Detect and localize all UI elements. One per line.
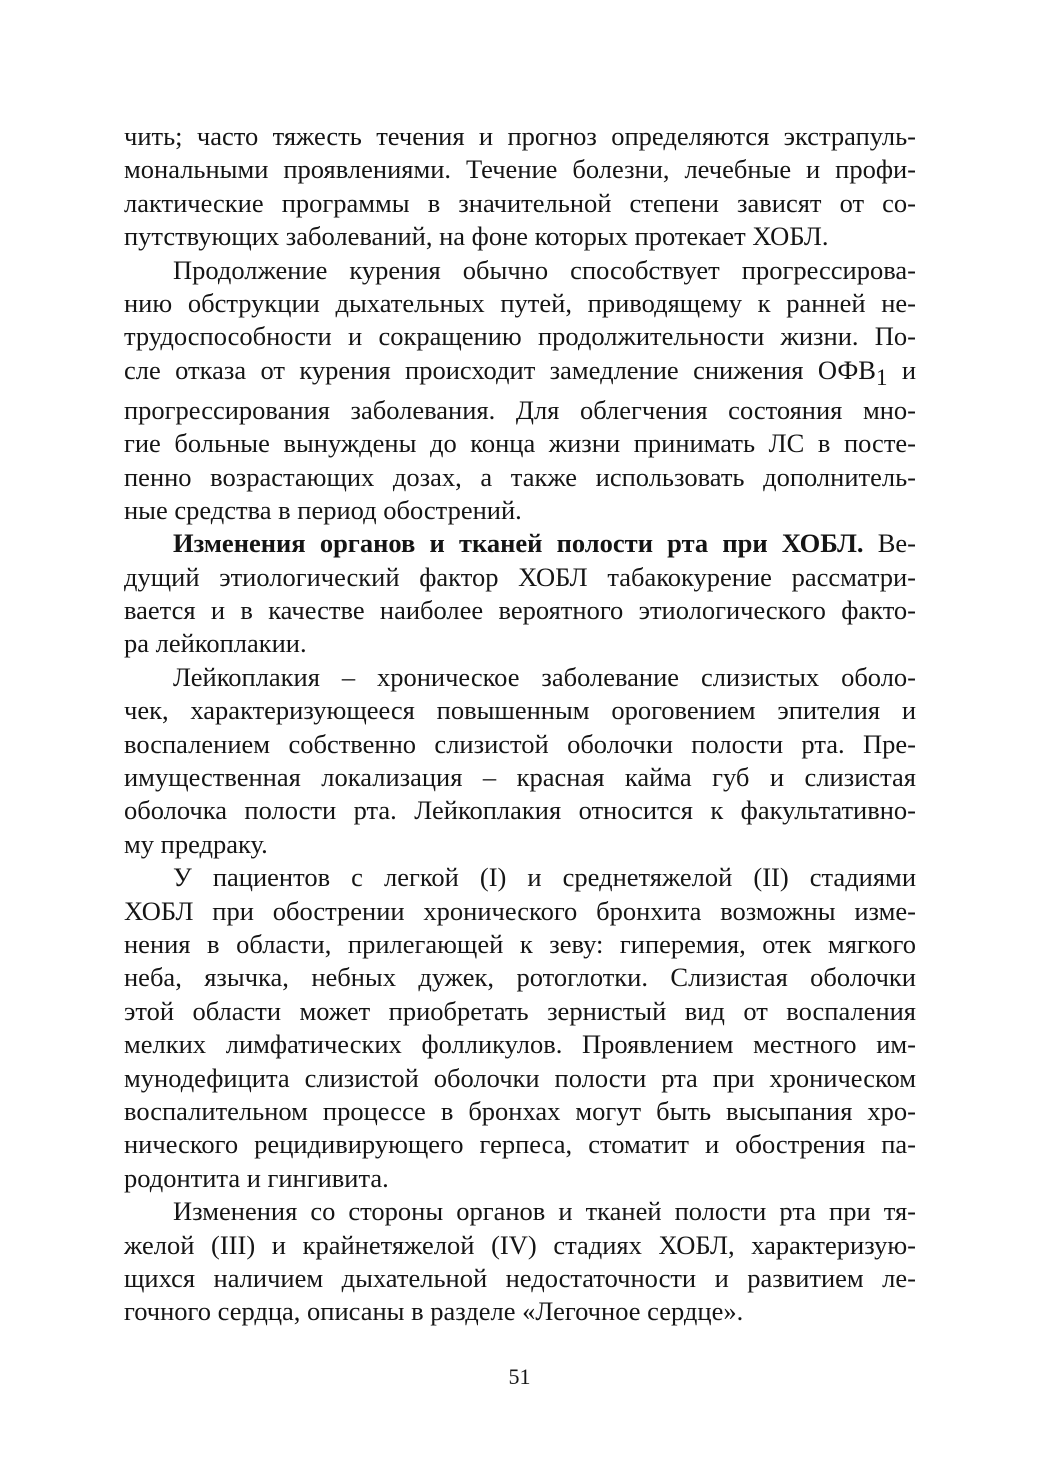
text-line: мональными проявлениями. Течение болезни, лечебные и профи- (124, 154, 916, 185)
text-line: чить; часто тяжесть течения и прогноз определяются экстрапуль- (124, 121, 916, 151)
text-line: ра лейкоплакии. (124, 628, 307, 659)
text-line: чек, характеризующееся повышенным ороговением эпителия и (124, 695, 916, 726)
text-line: оболочка полости рта. Лейкоплакия относится к факультативно- (124, 795, 916, 826)
text-line: имущественная локализация – красная кайма губ и слизистая (124, 762, 916, 793)
text-line: гочного сердца, описаны в разделе «Легочное сердце». (124, 1296, 744, 1327)
text-line: прогрессирования заболевания. Для облегчения состояния мно- (124, 394, 916, 425)
text-line: этой области может приобретать зернистый вид от воспаления (124, 995, 916, 1026)
section-heading: Изменения органов и тканей полости рта при ХОБЛ. (173, 528, 864, 559)
text-line: мунодефицита слизистой оболочки полости рта при хроническом (124, 1062, 916, 1093)
text-line: дущий этиологический фактор ХОБЛ табакокурение рассматри- (124, 561, 916, 592)
text-line: лактические программы в значительной степени зависят от со- (124, 187, 916, 218)
text-line: ХОБЛ при обострении хронического бронхита возможны изме- (124, 895, 916, 926)
text-line: У пациентов с легкой (I) и среднетяжелой (II) стадиями (173, 862, 916, 893)
body-text (124, 120, 916, 1329)
text-line: вается и в качестве наиболее вероятного этиологического факто- (124, 595, 916, 626)
text-line: ные средства в период обострений. (124, 494, 522, 525)
text-fragment: и (887, 354, 917, 385)
text-line (124, 354, 916, 394)
text-fragment: Ве- (863, 528, 916, 559)
text-line: пенно возрастающих дозах, а также использовать дополнитель- (124, 461, 916, 492)
text-line: щихся наличием дыхательной недостаточности и развитием ле- (124, 1262, 916, 1293)
text-line: нического рецидивирующего герпеса, стоматит и обострения па- (124, 1129, 916, 1160)
text-line: нию обструкции дыхательных путей, приводящему к ранней не- (124, 287, 916, 318)
text-line: Изменения со стороны органов и тканей полости рта при тя- (173, 1196, 916, 1227)
text-line: путствующих заболеваний, на фоне которых протекает ХОБЛ. (124, 221, 829, 252)
text-line: неба, язычка, небных дужек, ротоглотки. Слизистая оболочки (124, 962, 916, 993)
text-line: Продолжение курения обычно способствует прогрессирова- (173, 254, 916, 285)
text-line: желой (III) и крайнетяжелой (IV) стадиях ХОБЛ, характеризую- (124, 1229, 916, 1260)
text-line: му предраку. (124, 828, 268, 859)
text-fragment: сле отказа от курения происходит замедление снижения ОФВ (124, 354, 876, 385)
text-line: воспалительном процессе в бронхах могут быть высыпания хро- (124, 1095, 916, 1126)
text-line: нения в области, прилегающей к зеву: гиперемия, отек мягкого (124, 928, 916, 959)
text-line: воспалением собственно слизистой оболочки полости рта. Пре- (124, 728, 916, 759)
text-line: мелких лимфатических фолликулов. Проявлением местного им- (124, 1029, 916, 1060)
text-line: трудоспособности и сокращению продолжительности жизни. По- (124, 321, 916, 352)
page-number: 51 (508, 1364, 531, 1389)
text-line: родонтита и гингивита. (124, 1162, 389, 1193)
text-line (124, 527, 916, 560)
text-line: гие больные вынуждены до конца жизни принимать ЛС в посте- (124, 428, 916, 459)
text-line: Лейкоплакия – хроническое заболевание слизистых оболо- (173, 661, 916, 692)
subscript: 1 (875, 364, 888, 390)
